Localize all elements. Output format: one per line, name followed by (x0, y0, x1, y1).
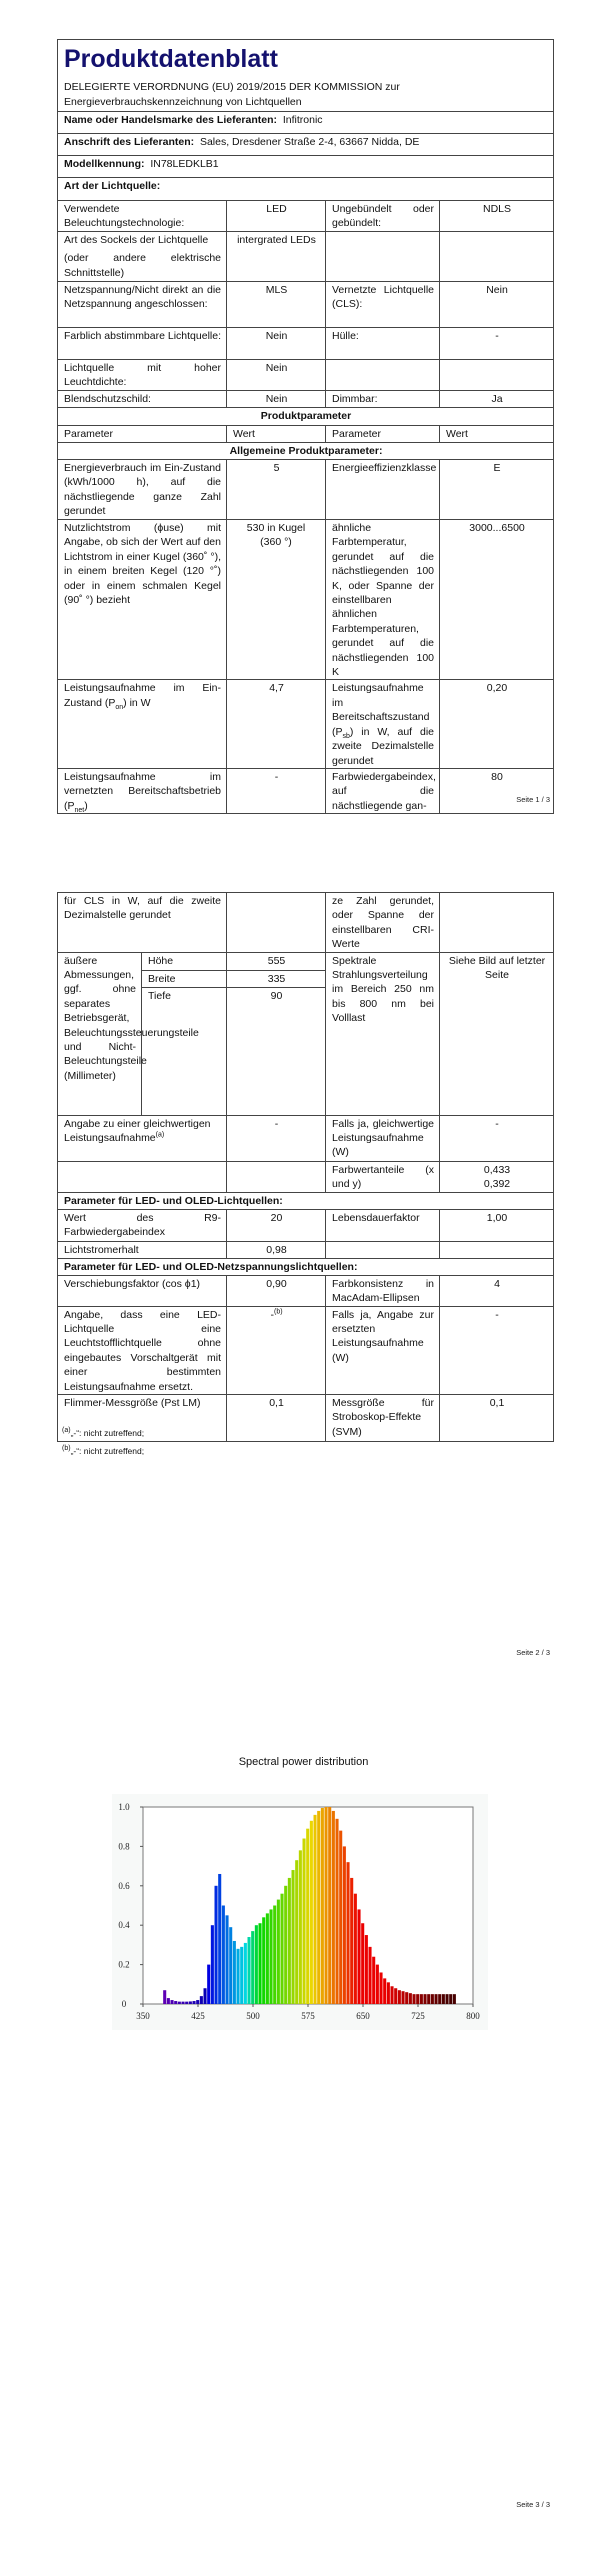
general-params-heading: Allgemeine Produktparameter: (58, 443, 554, 460)
spectrum-bar (196, 2000, 199, 2004)
param-label (326, 680, 440, 768)
param-label: Farbwertanteile (x und y) (326, 1161, 440, 1192)
spectrum-bar (189, 2001, 192, 2004)
spectrum-bar (251, 1931, 254, 2004)
page-number: Seite 3 / 3 (516, 2500, 550, 2509)
param-label: Wert des R9-Farbwiedergabeindex (58, 1209, 227, 1241)
column-header: Wert (227, 426, 326, 443)
spectrum-bar (442, 1994, 445, 2004)
table-row (58, 328, 554, 360)
spectrum-bar (431, 1994, 434, 2004)
param-value: 1,00 (440, 1209, 554, 1241)
param-label: Messgröße für Stroboskop-Effekte (SVM) (326, 1395, 440, 1442)
spectrum-bar (358, 1909, 361, 2004)
label-part: ) in W (123, 696, 151, 709)
spectrum-bar (449, 1994, 452, 2004)
param-value: - (440, 328, 554, 360)
param-label: Verwendete Beleuchtungstechnologie: (58, 201, 227, 232)
param-value: LED (227, 201, 326, 232)
subscript: net (74, 806, 85, 814)
spectrum-bar (244, 1943, 247, 2004)
spectrum-bar (416, 1994, 419, 2004)
param-value: Ja (440, 391, 554, 408)
param-value: 20 (227, 1209, 326, 1241)
table-row (58, 391, 554, 408)
param-value: 0,1 (440, 1395, 554, 1442)
spectrum-bar (193, 2001, 196, 2004)
spectrum-bar (218, 1874, 221, 2004)
spectrum-bar (435, 1994, 438, 2004)
model-value: IN78LEDKLB1 (150, 158, 219, 170)
subscript: on (115, 703, 124, 711)
table-row (58, 282, 554, 328)
spectrum-bar (163, 1990, 166, 2004)
spectrum-bar (248, 1937, 251, 2004)
model-label: Modellkennung: (64, 158, 145, 170)
supplier-address-label: Anschrift des Lieferanten: (64, 136, 195, 148)
param-value: NDLS (440, 201, 554, 232)
spectrum-bar (284, 1886, 287, 2004)
footnote-mark: (b) (62, 1445, 71, 1453)
param-value: - (227, 768, 326, 813)
param-label: Lichtstromerhalt (58, 1241, 227, 1258)
spectrum-bar (427, 1994, 430, 2004)
param-value: - (440, 1306, 554, 1394)
param-label (58, 768, 227, 813)
chromaticity-x: 0,433 (483, 1163, 511, 1176)
label-part: ) (84, 799, 88, 812)
spectrum-bar (446, 1994, 449, 2004)
spectrum-bar (325, 1807, 328, 2004)
header-cell (58, 40, 554, 112)
label-part: Leistungsaufnahme im Ein-Zustand (P (64, 682, 221, 709)
spectrum-bar (277, 1900, 280, 2004)
value-part: - (270, 1308, 274, 1321)
param-value: - (440, 1115, 554, 1161)
param-label (58, 232, 227, 282)
spectrum-bar (222, 1906, 225, 2005)
empty-cell (440, 360, 554, 391)
param-value: Nein (440, 282, 554, 328)
spectrum-bar (380, 1972, 383, 2004)
y-tick-label: 0.2 (118, 1959, 130, 1970)
empty-cell (227, 893, 326, 953)
param-label: Farbwiedergabeindex, auf die nächstliegende gan- (326, 768, 440, 813)
supplier-name-row (58, 112, 554, 134)
empty-cell (326, 232, 440, 282)
spectrum-bar (314, 1815, 317, 2004)
param-value: 0,1 (227, 1395, 326, 1442)
empty-cell (440, 893, 554, 953)
param-value: intergrated LEDs (227, 232, 326, 282)
param-label: Farbkonsistenz in MacAdam-Ellipsen (326, 1275, 440, 1306)
table-row (58, 1115, 554, 1161)
param-value: E (440, 460, 554, 520)
param-label-continued: ze Zahl gerundet, oder Spanne der einstellbaren CRI-Werte (326, 893, 440, 953)
supplier-name-value: Infitronic (282, 114, 323, 126)
label-part: Angabe zu einer gleichwertigen Leistungsaufnahme (64, 1117, 211, 1145)
label-part: Leistungsaufnahme im Bereitschaftszustand (P (332, 682, 430, 738)
spectrum-bar (204, 1988, 207, 2004)
param-value: Nein (227, 328, 326, 360)
spectrum-bar (215, 1886, 218, 2004)
column-header: Parameter (58, 426, 227, 443)
empty-cell (440, 232, 554, 282)
product-params-heading: Produktparameter (58, 408, 554, 426)
param-label: Ungebündelt oder gebündelt: (326, 201, 440, 232)
empty-cell (440, 1241, 554, 1258)
spectrum-bar (200, 1996, 203, 2004)
param-value: - (227, 1115, 326, 1161)
spectrum-bar (453, 1994, 456, 2004)
spectrum-bar (240, 1947, 243, 2004)
empty-cell (58, 1161, 227, 1192)
spectrum-bar (420, 1994, 423, 2004)
param-label: Hülle: (326, 328, 440, 360)
param-label-continued: für CLS in W, auf die zweite Dezimalstelle gerundet (58, 893, 227, 953)
param-label: Energieeffizienzklasse (326, 460, 440, 520)
dimensions-label: äußere Abmessungen, ggf. ohne separates Betriebsgerät, Beleuchtungssteuerungsteile und Nicht-Beleuchtungsteile (Millimeter) (58, 952, 142, 1115)
param-label: Flimmer-Messgröße (Pst LM) (58, 1395, 227, 1442)
spectrum-bar (174, 2001, 177, 2004)
width-label: Breite (142, 970, 227, 987)
y-tick-label: 0.4 (118, 1920, 130, 1931)
spectrum-bar (339, 1831, 342, 2004)
spectrum-bar (266, 1913, 269, 2004)
spectrum-bar (270, 1909, 273, 2004)
mains-params-heading: Parameter für LED- und OLED-Netzspannungslichtquellen: (58, 1258, 554, 1275)
param-label: Angabe, dass eine LED-Lichtquelle eine Leuchtstofflichtquelle ohne eingebautes Vorschaltgerät mit einer bestimmten Leistungsaufnahme ersetzt. (58, 1306, 227, 1394)
spectrum-bar (171, 2000, 174, 2004)
param-value: 0,98 (227, 1241, 326, 1258)
y-tick-label: 0.6 (118, 1880, 130, 1891)
spectrum-bar (336, 1819, 339, 2004)
spectrum-bar (365, 1935, 368, 2004)
spectrum-bar (299, 1850, 302, 2004)
spectrum-bar (354, 1894, 357, 2004)
label-part: Leistungsaufnahme im vernetzten Bereitschaftsbetrieb (P (64, 770, 221, 812)
spectrum-bar (167, 1998, 170, 2004)
table-row (58, 1161, 554, 1192)
table-row (58, 232, 554, 282)
spectrum-bar (402, 1991, 405, 2004)
param-label: Spektrale Strahlungsverteilung im Bereich 250 nm bis 800 nm bei Volllast (326, 952, 440, 1115)
table-row (58, 1209, 554, 1241)
spectrum-bar (405, 1992, 408, 2004)
spectrum-bar (292, 1870, 295, 2004)
depth-value: 90 (227, 987, 326, 1115)
spectrum-bar (321, 1808, 324, 2004)
x-tick-label: 500 (246, 2011, 260, 2021)
regulation-line-1: DELEGIERTE VERORDNUNG (EU) 2019/2015 DER KOMMISSION zur (64, 81, 400, 93)
footnote-b (62, 1446, 144, 1456)
table-row (58, 893, 554, 953)
param-value: Nein (227, 360, 326, 391)
param-label: Lichtquelle mit hoher Leuchtdichte: (58, 360, 227, 391)
spectrum-bar (383, 1978, 386, 2004)
y-tick-label: 0 (121, 1999, 127, 2009)
light-source-type-heading: Art der Lichtquelle: (58, 178, 554, 201)
param-value: Nein (227, 391, 326, 408)
param-value (440, 1161, 554, 1192)
param-label: Farblich abstimmbare Lichtquelle: (58, 328, 227, 360)
spectrum-bar (391, 1986, 394, 2004)
depth-label: Tiefe (142, 987, 227, 1115)
param-value: 80 (440, 768, 554, 813)
column-header: Parameter (326, 426, 440, 443)
table-row (58, 460, 554, 520)
spectrum-bar (273, 1906, 276, 2005)
spectrum-bar (288, 1878, 291, 2004)
empty-cell (326, 360, 440, 391)
param-label: Falls ja, Angabe zur ersetzten Leistungsaufnahme (W) (326, 1306, 440, 1394)
table-row (58, 201, 554, 232)
spectrum-bar (409, 1993, 412, 2004)
spectrum-bar (295, 1860, 298, 2004)
empty-cell (326, 1241, 440, 1258)
x-tick-label: 650 (356, 2011, 370, 2021)
table-row (58, 1275, 554, 1306)
page-number: Seite 2 / 3 (516, 1648, 550, 1657)
param-value: 530 in Kugel (360 °) (227, 520, 326, 680)
chromaticity-y: 0,392 (483, 1178, 511, 1191)
spectrum-bar (237, 1949, 240, 2004)
y-tick-label: 0.8 (118, 1841, 130, 1852)
column-header: Wert (440, 426, 554, 443)
width-value: 335 (227, 970, 326, 987)
spectrum-bar (178, 2002, 181, 2004)
page-number: Seite 1 / 3 (516, 795, 550, 804)
spectrum-bar (185, 2002, 188, 2004)
label-part: ) in W, auf die zweite Dezimalstelle gerundet (332, 725, 434, 767)
footnote-ref: (a) (155, 1131, 165, 1139)
regulation-line-2: Energieverbrauchskennzeichnung von Lichtquellen (64, 96, 302, 108)
height-value: 555 (227, 952, 326, 970)
param-value: MLS (227, 282, 326, 328)
footnote-mark: (a) (62, 1427, 71, 1435)
param-label: Falls ja, gleichwertige Leistungsaufnahme (W) (326, 1115, 440, 1161)
footnote-text: „-“: nicht zutreffend; (70, 1428, 145, 1438)
supplier-address-value: Sales, Dresdener Straße 2-4, 63667 Nidda, DE (199, 136, 420, 148)
spectrum-bar (361, 1923, 364, 2004)
supplier-name-label: Name oder Handelsmarke des Lieferanten: (64, 114, 277, 126)
param-value: 4,7 (227, 680, 326, 768)
spectral-chart (112, 1794, 488, 2030)
spectrum-bar (369, 1947, 372, 2004)
spectrum-bar (255, 1925, 258, 2004)
column-header-row (58, 426, 554, 443)
spectrum-bar (281, 1894, 284, 2004)
param-label: Nutzlichtstrom (ϕuse) mit Angabe, ob sich der Wert auf den Lichtstrom in einer Kugel (360˚ °), in einem breiten Kegel (120 °˚) oder in einem schmalen Kegel (90˚ °) bezieht (58, 520, 227, 680)
spectrum-bar (398, 1990, 401, 2004)
param-label-note: (oder andere elektrische Schnittstelle) (64, 252, 221, 279)
table-row (58, 520, 554, 680)
spectrum-bar (413, 1994, 416, 2004)
spectrum-bar (350, 1878, 353, 2004)
spectrum-bar (387, 1982, 390, 2004)
param-label (58, 680, 227, 768)
x-tick-label: 800 (466, 2011, 480, 2021)
table-row (58, 768, 554, 813)
footnote-ref: (b) (273, 1308, 283, 1316)
y-tick-label: 1.0 (118, 1802, 130, 1812)
param-label: ähnliche Farbtemperatur, gerundet auf die nächstliegenden 100 K, oder Spanne der einstellbaren ähnlichen Farbtemperaturen, gerundet auf die nächstliegenden 100 K (326, 520, 440, 680)
spectrum-bar (332, 1811, 335, 2004)
footnote-text: „-“: nicht zutreffend; (70, 1446, 145, 1456)
x-tick-label: 575 (301, 2011, 315, 2021)
spectrum-bar (262, 1917, 265, 2004)
spectrum-bar (207, 1965, 210, 2004)
table-row (58, 1306, 554, 1394)
spectrum-bar (372, 1957, 375, 2004)
subscript: sb (342, 732, 350, 740)
x-tick-label: 425 (191, 2011, 205, 2021)
param-label: Netzspannung/Nicht direkt an die Netzspannung angeschlossen: (58, 282, 227, 328)
x-tick-label: 350 (136, 2011, 150, 2021)
param-value: 3000...6500 (440, 520, 554, 680)
table-row (58, 360, 554, 391)
table-row (58, 680, 554, 768)
param-label: Energieverbrauch im Ein-Zustand (kWh/1000 h), auf die nächstliegende ganze Zahl gerundet (58, 460, 227, 520)
spectrum-bar (343, 1846, 346, 2004)
spectrum-bar (376, 1965, 379, 2004)
param-label: Vernetzte Lichtquelle (CLS): (326, 282, 440, 328)
spectrum-bar (310, 1821, 313, 2004)
page-title: Produktdatenblatt (64, 45, 278, 73)
spectrum-bar (182, 2002, 185, 2004)
spectrum-bar (328, 1807, 331, 2004)
spectrum-bar (211, 1925, 214, 2004)
datasheet-table-page-1 (57, 39, 554, 814)
param-value: 5 (227, 460, 326, 520)
spectrum-bar (229, 1927, 232, 2004)
height-label: Höhe (142, 952, 227, 970)
spectrum-bar (306, 1829, 309, 2004)
spectrum-bar (259, 1923, 262, 2004)
table-row (58, 1241, 554, 1258)
param-value: 4 (440, 1275, 554, 1306)
led-params-heading: Parameter für LED- und OLED-Lichtquellen: (58, 1192, 554, 1209)
param-value: 0,90 (227, 1275, 326, 1306)
spectrum-bar (233, 1941, 236, 2004)
param-value (227, 1306, 326, 1394)
model-row (58, 156, 554, 178)
spectrum-bar (424, 1994, 427, 2004)
param-value: 0,20 (440, 680, 554, 768)
footnote-a (62, 1428, 144, 1438)
param-label-line: Art des Sockels der Lichtquelle (64, 234, 209, 246)
spectrum-bar (347, 1862, 350, 2004)
empty-cell (227, 1161, 326, 1192)
dimensions-row (58, 952, 554, 970)
param-value: Siehe Bild auf letzter Seite (440, 952, 554, 1115)
spectrum-bar (303, 1839, 306, 2004)
param-label: Dimmbar: (326, 391, 440, 408)
spectrum-bar (438, 1994, 441, 2004)
supplier-address-row (58, 134, 554, 156)
chart-title: Spectral power distribution (238, 1756, 369, 1768)
spectrum-bar (317, 1811, 320, 2004)
x-tick-label: 725 (411, 2011, 425, 2021)
param-label: Verschiebungsfaktor (cos ϕ1) (58, 1275, 227, 1306)
spectrum-bar (394, 1988, 397, 2004)
param-label: Lebensdauerfaktor (326, 1209, 440, 1241)
spectrum-bar (226, 1915, 229, 2004)
param-label: Blendschutzschild: (58, 391, 227, 408)
param-label (58, 1115, 227, 1161)
datasheet-table-page-2 (57, 892, 554, 1442)
